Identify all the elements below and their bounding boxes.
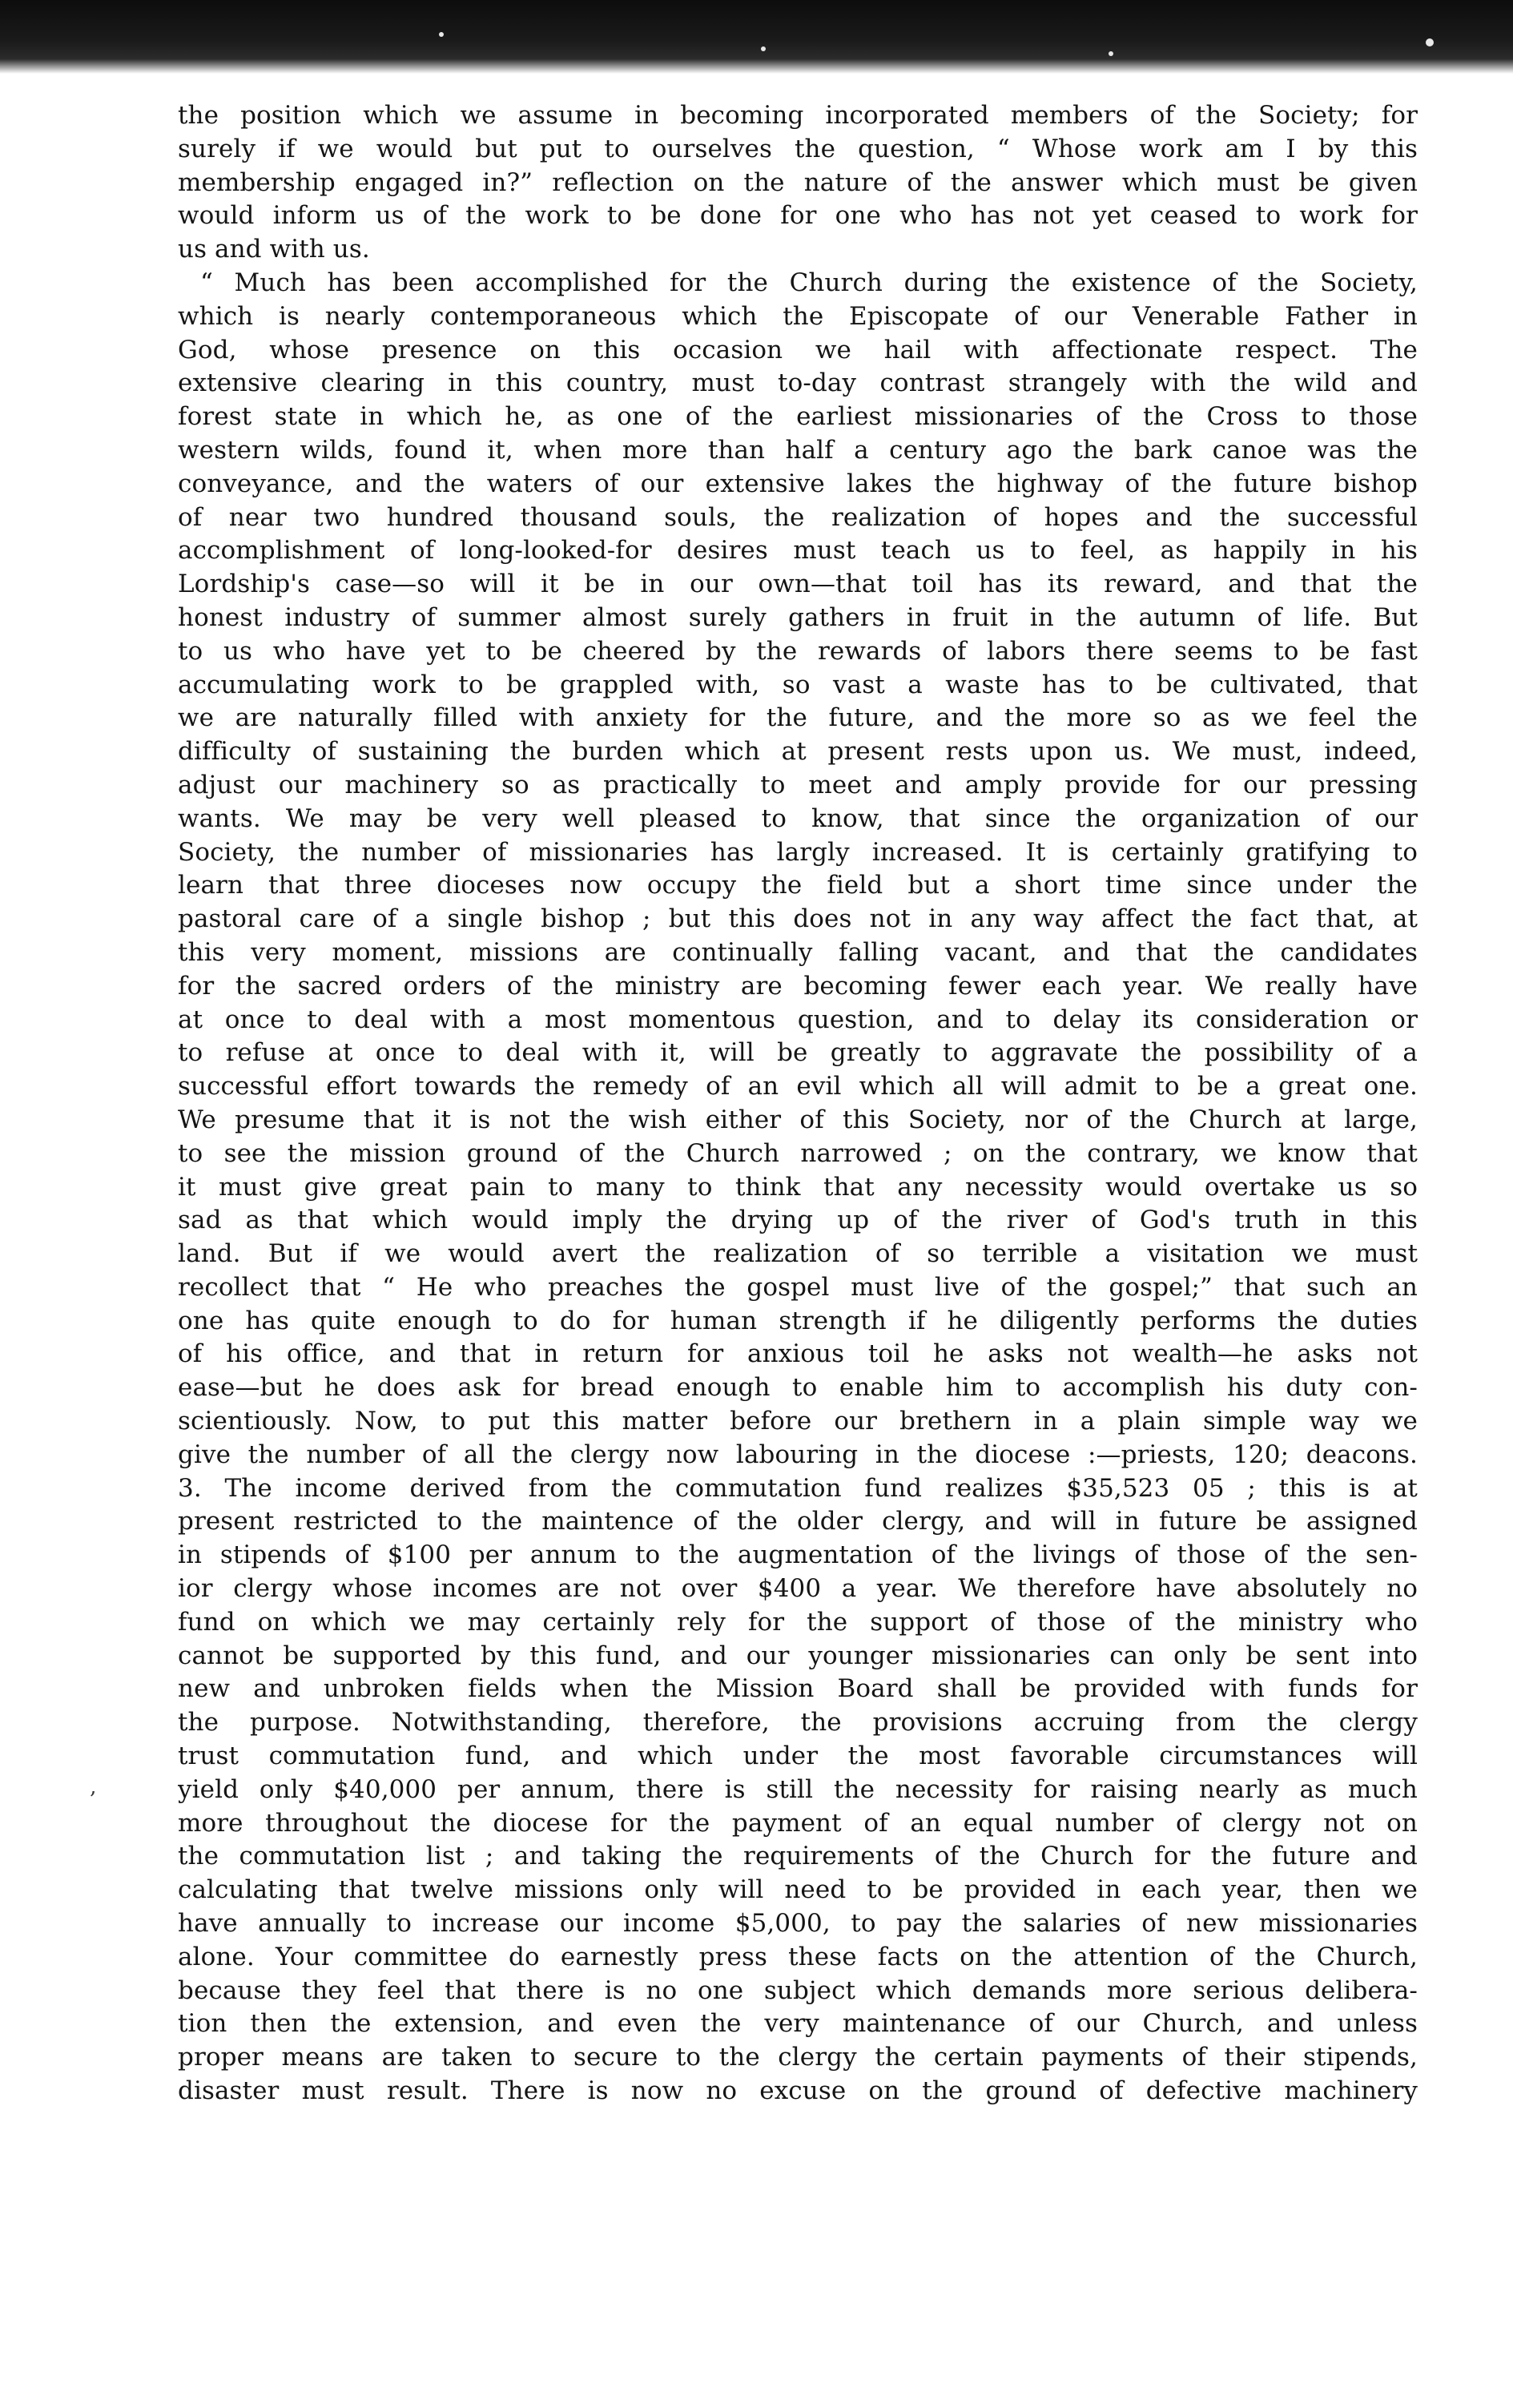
text-line: of his office, and that in return for anxious toil he asks not wealth—he asks not [178, 1339, 1418, 1369]
text-line: this very moment, missions are continually falling vacant, and that the candidates [178, 937, 1418, 967]
text-line: ior clergy whose incomes are not over $400 a year. We therefore have absolutely no [178, 1574, 1418, 1604]
text-line: to refuse at once to deal with it, will be greatly to aggravate the possibility of a [178, 1038, 1418, 1068]
text-line [178, 2242, 1418, 2276]
text-line: cannot be supported by this fund, and our younger missionaries can only be sent into [178, 1641, 1418, 1670]
text-line [178, 2108, 1418, 2142]
text-line: of near two hundred thousand souls, the realization of hopes and the successful [178, 502, 1418, 532]
text-line [178, 2175, 1418, 2209]
text-line: would inform us of the work to be done for one who has not yet ceased to work for [178, 201, 1418, 231]
text-line: which is nearly contemporaneous which the Episcopate of our Venerable Father in [178, 301, 1418, 331]
text-line [178, 2209, 1418, 2242]
text-line: membership engaged in?” reflection on the nature of the answer which must be given [178, 167, 1418, 197]
scan-speck [439, 32, 444, 37]
text-line: recollect that “ He who preaches the gospel must live of the gospel;” that such an [178, 1272, 1418, 1302]
text-line: have annually to increase our income $5,000, to pay the salaries of new missionaries [178, 1909, 1418, 1939]
text-line: in stipends of $100 per annum to the augmentation of the livings of those of the sen- [178, 1540, 1418, 1570]
text-line: it must give great pain to many to think that any necessity would overtake us so [178, 1172, 1418, 1202]
text-line: forest state in which he, as one of the earliest missionaries of the Cross to those [178, 402, 1418, 432]
text-line: tion then the extension, and even the very maintenance of our Church, and unless [178, 2009, 1418, 2039]
text-line: We presume that it is not the wish either of this Society, nor of the Church at large, [178, 1105, 1418, 1134]
text-line: at once to deal with a most momentous question, and to delay its consideration or [178, 1005, 1418, 1034]
text-line: ease—but he does ask for bread enough to enable him to accomplish his duty con- [178, 1373, 1418, 1403]
text-line: scientiously. Now, to put this matter before our brethern in a plain simple way we [178, 1407, 1418, 1436]
text-line: successful effort towards the remedy of an evil which all will admit to be a great one. [178, 1072, 1418, 1101]
text-line: one has quite enough to do for human strength if he diligently performs the duties [178, 1306, 1418, 1335]
text-line: learn that three dioceses now occupy the field but a short time since under the [178, 871, 1418, 900]
text-line: sad as that which would imply the drying up of the river of God's truth in this [178, 1206, 1418, 1235]
scan-speck [1109, 51, 1113, 56]
text-line: the purpose. Notwithstanding, therefore, the provisions accruing from the clergy [178, 1708, 1418, 1738]
text-line: new and unbroken fields when the Mission Board shall be provided with funds for [178, 1674, 1418, 1704]
text-line: accumulating work to be grappled with, so vast a waste has to be cultivated, that [178, 670, 1418, 699]
text-line [178, 2142, 1418, 2176]
text-line: give the number of all the clergy now labouring in the diocese :—priests, 120; deacons. [178, 1440, 1418, 1469]
text-line: conveyance, and the waters of our extensive lakes the highway of the future bishop [178, 469, 1418, 498]
text-line: God, whose presence on this occasion we hail with affectionate respect. The [178, 335, 1418, 364]
text-line: adjust our machinery so as practically to meet and amply provide for our pressing [178, 770, 1418, 799]
text-line: present restricted to the maintence of the older clergy, and will in future be assigned [178, 1507, 1418, 1536]
text-line: because they feel that there is no one subject which demands more serious delibera- [178, 1975, 1418, 2005]
text-line: land. But if we would avert the realization of so terrible a visitation we must [178, 1239, 1418, 1269]
text-line [178, 2276, 1418, 2309]
text-line: Lordship's case—so will it be in our own—that toil has its reward, and that the [178, 570, 1418, 599]
text-line: trust commutation fund, and which under the most favorable circumstances will [178, 1742, 1418, 1771]
text-line: accomplishment of long-looked-for desires must teach us to feel, as happily in his [178, 536, 1418, 566]
paragraph-2 [178, 267, 1418, 2342]
margin-mark: ‚ [90, 1775, 97, 1799]
text-line: to see the mission ground of the Church narrowed ; on the contrary, we know that [178, 1138, 1418, 1168]
text-line: more throughout the diocese for the payment of an equal number of clergy not on [178, 1808, 1418, 1838]
text-line: alone. Your committee do earnestly press these facts on the attention of the Church, [178, 1942, 1418, 1971]
text-line: extensive clearing in this country, must to-day contrast strangely with the wild and [178, 368, 1418, 398]
text-line: surely if we would but put to ourselves the question, “ Whose work am I by this [178, 134, 1418, 163]
text-line: honest industry of summer almost surely gathers in fruit in the autumn of life. But [178, 602, 1418, 632]
paragraph-1 [178, 99, 1418, 267]
text-line: wants. We may be very well pleased to know, that since the organization of our [178, 803, 1418, 833]
text-line: 3. The income derived from the commutation fund realizes $35,523 05 ; this is at [178, 1473, 1418, 1503]
page-text-column [178, 99, 1418, 2374]
text-line: the position which we assume in becoming incorporated members of the Society; for [178, 101, 1418, 130]
text-line: pastoral care of a single bishop ; but this does not in any way affect the fact that, at [178, 904, 1418, 934]
text-line: “ Much has been accomplished for the Church during the existence of the Society, [200, 268, 1418, 297]
text-line: the commutation list ; and taking the requirements of the Church for the future and [178, 1842, 1418, 1871]
scan-speck [1426, 38, 1434, 46]
text-line: for the sacred orders of the ministry are becoming fewer each year. We really have [178, 971, 1418, 1001]
text-line: us and with us. [178, 235, 370, 264]
text-line [178, 2309, 1418, 2343]
text-line: proper means are taken to secure to the clergy the certain payments of their stipends, [178, 2043, 1418, 2072]
scan-speck [761, 46, 766, 51]
text-line: Society, the number of missionaries has largly increased. It is certainly gratifying to [178, 837, 1418, 867]
text-line: calculating that twelve missions only will need to be provided in each year, then we [178, 1875, 1418, 1905]
text-line: difficulty of sustaining the burden which at present rests upon us. We must, indeed, [178, 737, 1418, 767]
text-line: fund on which we may certainly rely for the support of those of the ministry who [178, 1607, 1418, 1637]
text-line: western wilds, found it, when more than half a century ago the bark canoe was the [178, 435, 1418, 465]
text-line: disaster must result. There is now no excuse on the ground of defective machinery [178, 2076, 1418, 2106]
text-line: we are naturally filled with anxiety for the future, and the more so as we feel the [178, 703, 1418, 733]
text-line: to us who have yet to be cheered by the rewards of labors there seems to be fast [178, 636, 1418, 666]
scan-dark-border [0, 0, 1513, 74]
text-line: yield only $40,000 per annum, there is still the necessity for raising nearly as much [178, 1774, 1418, 1804]
